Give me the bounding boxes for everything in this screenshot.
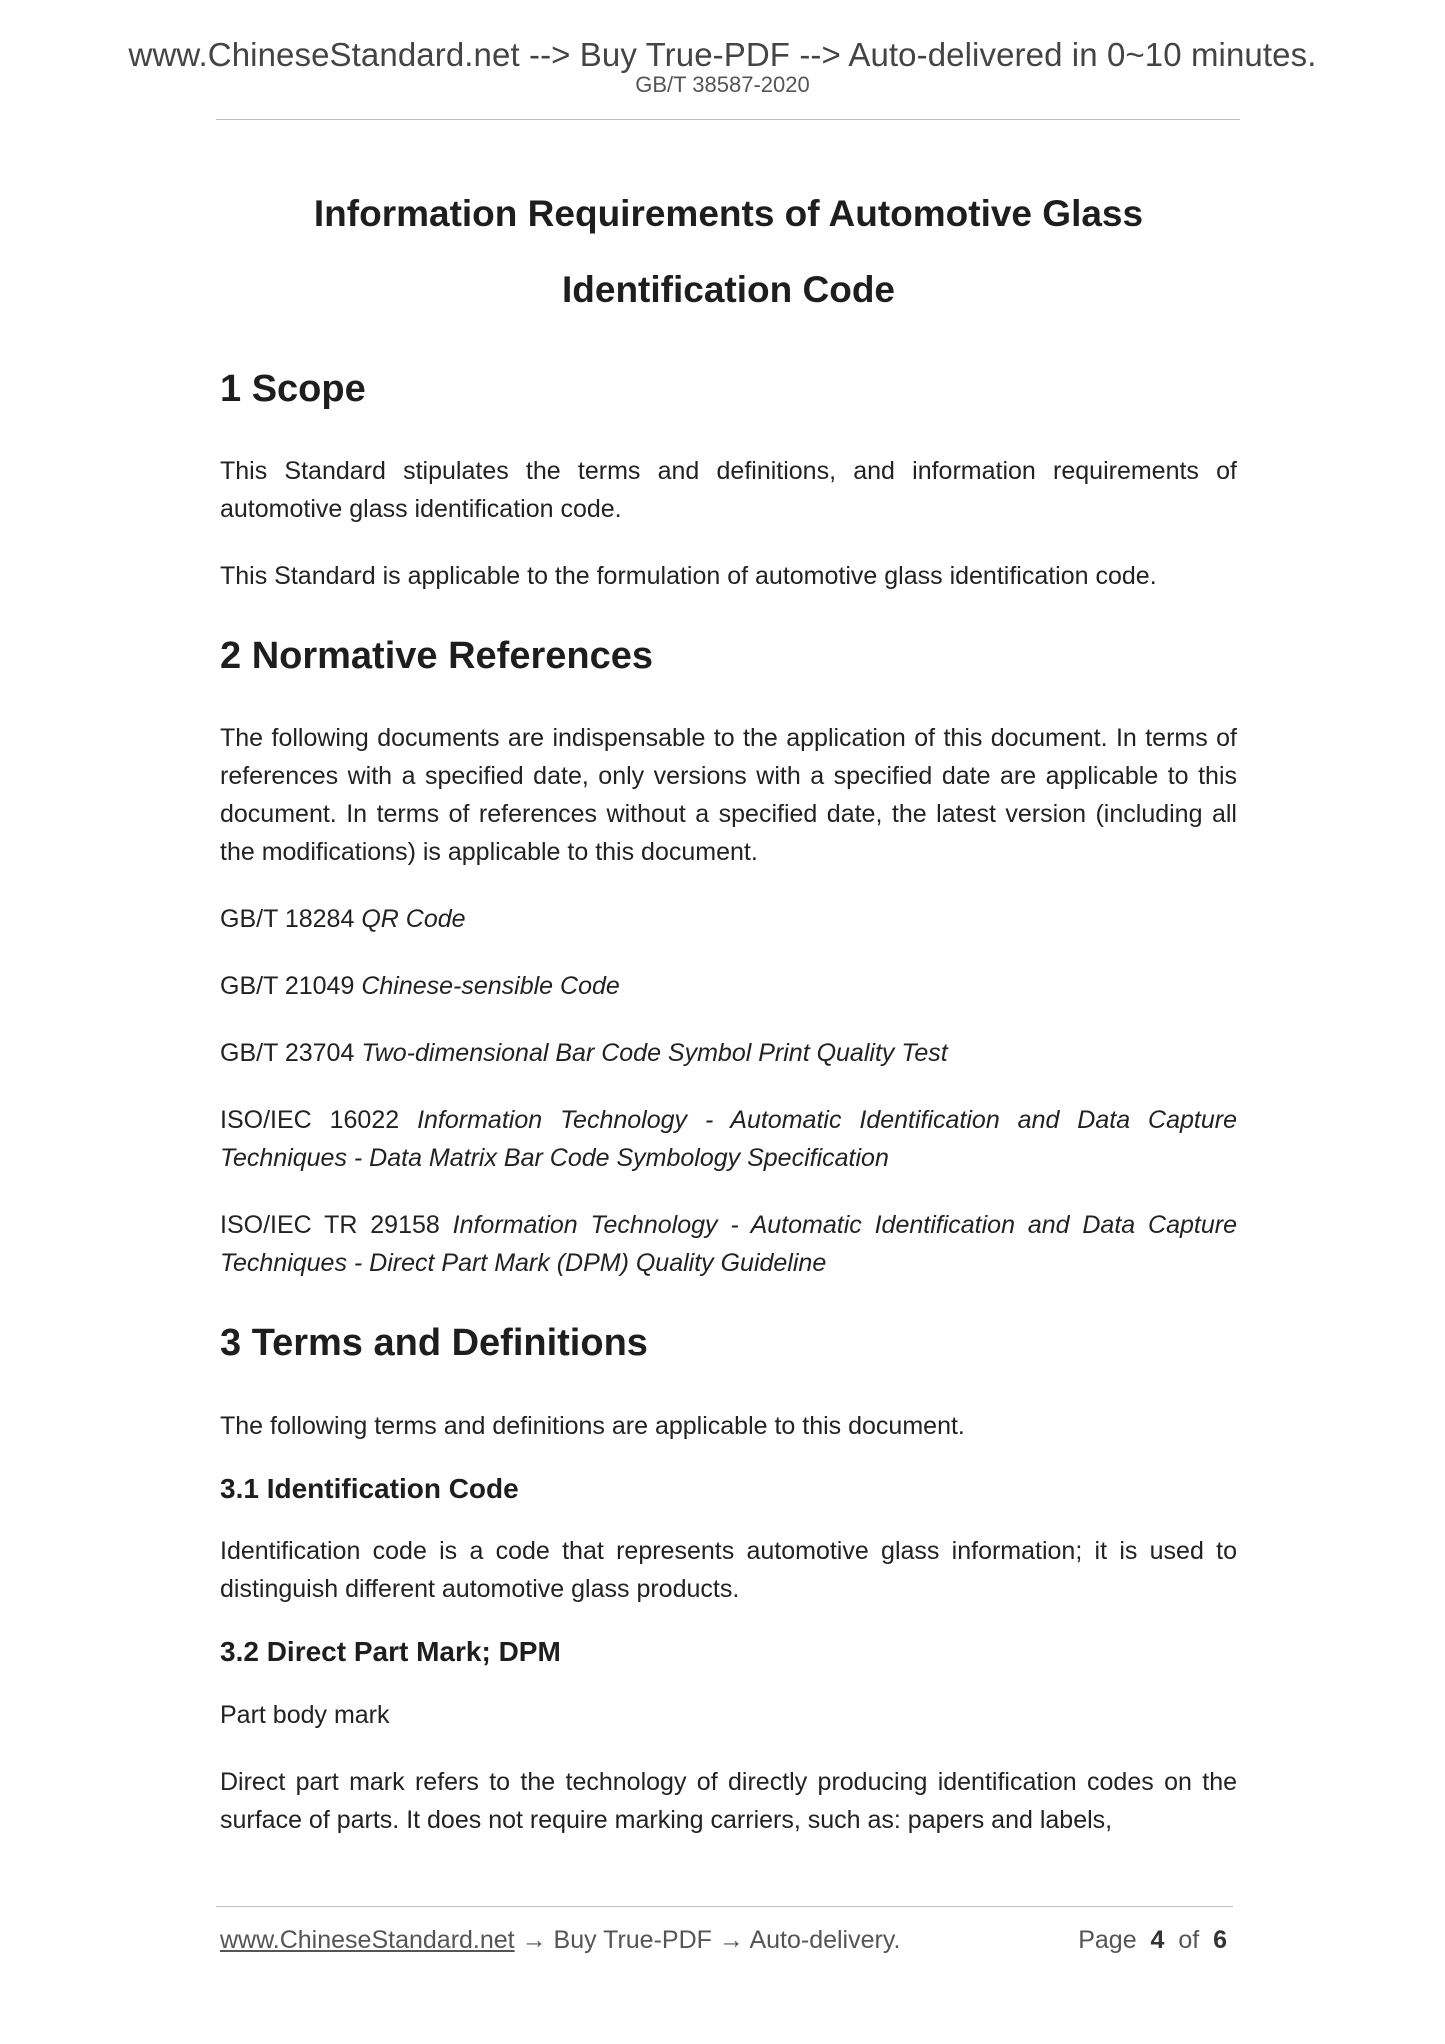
reference-code: ISO/IEC TR 29158	[220, 1211, 440, 1240]
section-heading-terms: 3 Terms and Definitions	[220, 1322, 648, 1365]
reference-title: Information Technology - Automatic Identification and Data Capture Techniques - Direct Part Mark (DPM) Quality Guideline	[220, 1211, 1237, 1278]
footer-divider	[216, 1906, 1233, 1907]
page-footer	[220, 1925, 1237, 1955]
document-title	[220, 176, 1237, 328]
footer-buy-text: Buy True-PDF	[553, 1926, 712, 1954]
section-heading-scope: 1 Scope	[220, 368, 366, 410]
page-number: 4	[1150, 1926, 1165, 1954]
footer-promo	[220, 1926, 900, 1954]
footer-site-link[interactable]: www.ChineseStandard.net	[220, 1926, 515, 1954]
terms-intro: The following terms and definitions are applicable to this document.	[220, 1411, 965, 1440]
arrow-right-icon: →	[521, 1926, 547, 1954]
reference-code: GB/T 18284	[220, 905, 355, 934]
reference-title: QR Code	[361, 905, 466, 934]
page-total: 6	[1213, 1926, 1227, 1954]
term-definition-direct-part-mark: Direct part mark refers to the technology of directly producing identification codes on the surface of parts. It does not require marking carriers, such as: papers and labels,	[220, 1767, 1237, 1834]
reference-title: Two-dimensional Bar Code Symbol Print Quality Test	[361, 1039, 948, 1068]
footer-delivery-text: Auto-delivery.	[749, 1926, 901, 1954]
term-heading-identification-code: 3.1 Identification Code	[220, 1472, 519, 1504]
header-divider	[216, 119, 1240, 120]
reference-code: GB/T 21049	[220, 972, 355, 1001]
page-label: Page	[1078, 1926, 1137, 1954]
scope-paragraph-2: This Standard is applicable to the formulation of automotive glass identification code.	[220, 561, 1157, 590]
term-heading-direct-part-mark: 3.2 Direct Part Mark; DPM	[220, 1636, 561, 1668]
reference-item	[220, 1101, 1237, 1177]
reference-item	[220, 900, 1237, 938]
page-indicator	[1078, 1925, 1227, 1955]
normative-intro: The following documents are indispensable to the application of this document. In terms of references with a specified date, only versions with a specified date are applicable to this document. In terms of references without a specified date, the latest version (including all the modifications) is applicable to this document.	[220, 724, 1237, 867]
top-banner[interactable]: www.ChineseStandard.net --> Buy True-PDF --> Auto-delivered in 0~10 minutes.	[128, 36, 1317, 73]
reference-title: Chinese-sensible Code	[361, 972, 620, 1001]
reference-code: ISO/IEC 16022	[220, 1106, 400, 1135]
title-line-1: Information Requirements of Automotive Glass	[313, 193, 1144, 234]
standard-code-header: GB/T 38587-2020	[635, 72, 810, 97]
document-body	[220, 176, 1237, 1839]
title-line-2: Identification Code	[562, 269, 895, 310]
reference-item	[220, 1206, 1237, 1282]
scope-paragraph-1: This Standard stipulates the terms and definitions, and information requirements of automotive glass identification code.	[220, 456, 1237, 523]
reference-item	[220, 967, 1237, 1005]
section-heading-normative: 2 Normative References	[220, 634, 653, 677]
page-of-label: of	[1178, 1926, 1200, 1954]
term-alternative-name: Part body mark	[220, 1700, 390, 1729]
arrow-right-icon: →	[718, 1926, 744, 1954]
term-definition-identification-code: Identification code is a code that represents automotive glass information; it is used to distinguish different automotive glass products.	[220, 1537, 1237, 1604]
reference-item	[220, 1034, 1237, 1072]
reference-code: GB/T 23704	[220, 1039, 355, 1068]
reference-title: Information Technology - Automatic Identification and Data Capture Techniques - Data Matrix Bar Code Symbology Specification	[220, 1106, 1237, 1173]
